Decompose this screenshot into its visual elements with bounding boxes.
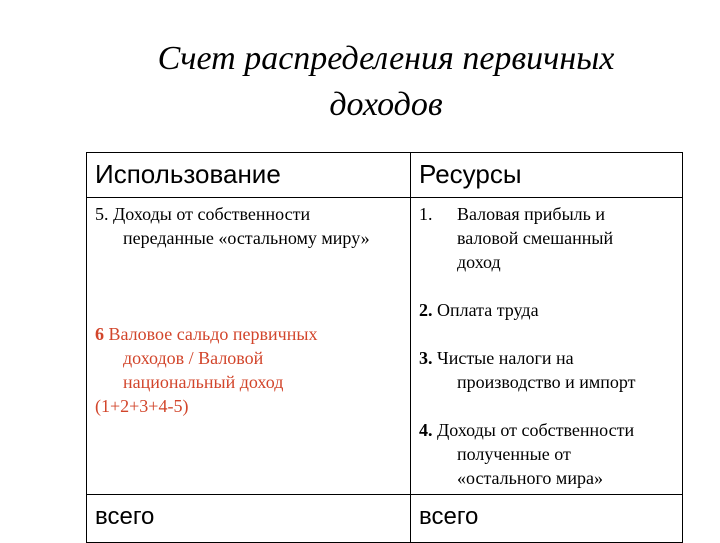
uses-cell	[87, 198, 411, 495]
title-line-2: доходов	[329, 86, 443, 123]
page-title	[0, 36, 720, 128]
title-line-1: Счет распределения первичных	[157, 40, 615, 77]
uses-item-5: 5. Доходы от собственности переданные «остальному миру»	[95, 204, 370, 248]
resources-cell	[411, 198, 683, 495]
resources-item-3: 3. Чистые налоги на производство и импорт	[419, 348, 636, 392]
resources-item-1: 1. Валовая прибыль и валовой смешанный доход	[419, 204, 614, 272]
account-table	[86, 152, 683, 543]
total-resources: всего	[411, 495, 683, 543]
header-resources: Ресурсы	[411, 153, 683, 198]
header-uses: Использование	[87, 153, 411, 198]
body-row	[87, 198, 683, 495]
resources-item-2: 2. Оплата труда	[419, 300, 539, 320]
resources-item-4: 4. Доходы от собственности полученные от «остального мира»	[419, 420, 635, 488]
total-uses: всего	[87, 495, 411, 543]
total-row	[87, 495, 683, 543]
header-row	[87, 153, 683, 198]
uses-item-6: 6 Валовое сальдо первичных доходов / Валовой национальный доход (1+2+3+4-5)	[95, 324, 318, 416]
